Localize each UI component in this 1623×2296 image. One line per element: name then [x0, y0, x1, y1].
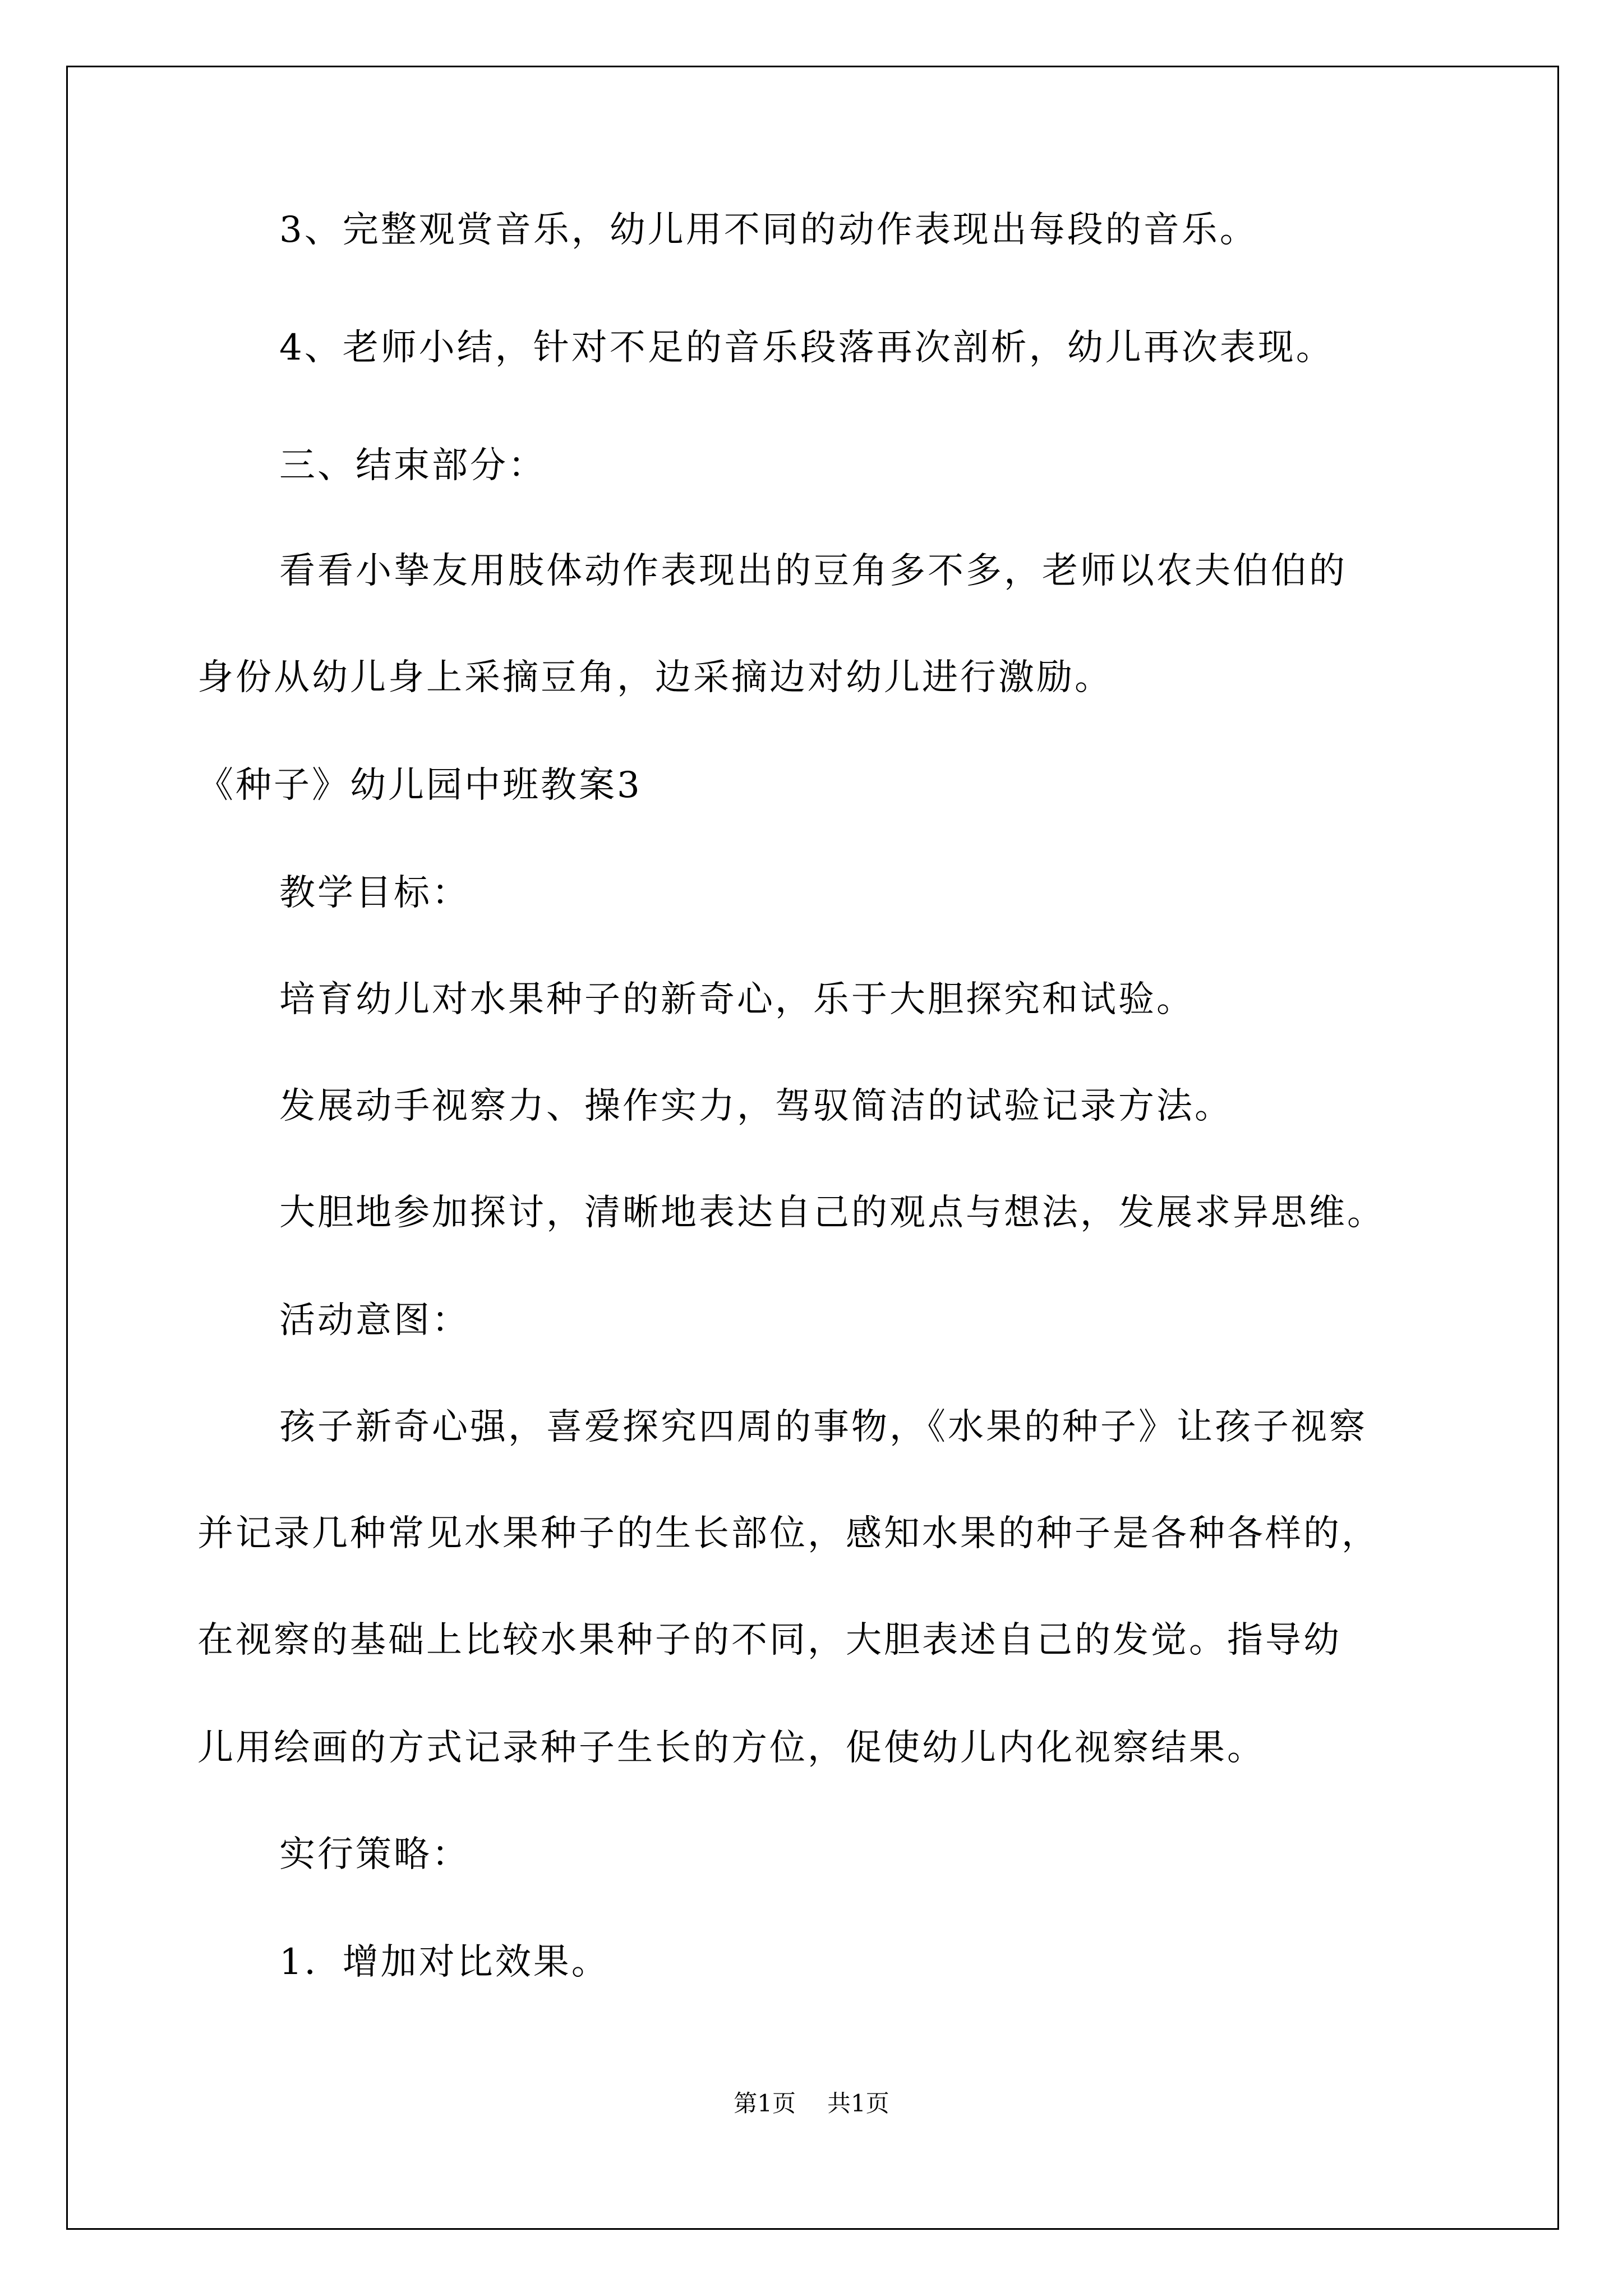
paragraph-line-3: 看看小挚友用肢体动作表现出的豆角多不多，老师以农夫伯伯的: [279, 550, 1347, 592]
page-number: 第1页: [734, 2090, 796, 2117]
strategy-item-1: 1．增加对比效果。: [279, 1941, 610, 1983]
heading-activity-intent: 活动意图：: [279, 1300, 470, 1341]
goal-line-1: 培育幼儿对水果种子的新奇心，乐于大胆探究和试验。: [279, 979, 1195, 1020]
intent-line-4: 儿用绘画的方式记录种子生长的方位，促使幼儿内化视察结果。: [197, 1727, 1265, 1769]
section-heading-ending: 三、结束部分：: [279, 445, 546, 486]
paragraph-line-2: 4、老师小结，针对不足的音乐段落再次剖析，幼儿再次表现。: [279, 327, 1334, 369]
intent-line-1: 孩子新奇心强，喜爱探究四周的事物，《水果的种子》让孩子视察: [279, 1406, 1367, 1448]
page-footer: [0, 2088, 1623, 2119]
goal-line-3: 大胆地参加探讨，清晰地表达自己的观点与想法，发展求异思维。: [279, 1192, 1385, 1234]
heading-teaching-goals: 教学目标：: [279, 872, 470, 914]
paragraph-line-1: 3、完整观赏音乐，幼儿用不同的动作表现出每段的音乐。: [279, 209, 1258, 251]
goal-line-2: 发展动手视察力、操作实力，驾驭简洁的试验记录方法。: [279, 1085, 1233, 1127]
heading-strategy: 实行策略：: [279, 1834, 470, 1875]
intent-line-2: 并记录几种常见水果种子的生长部位，感知水果的种子是各种各样的，: [197, 1513, 1380, 1554]
lesson-title: 《种子》幼儿园中班教案3: [197, 765, 642, 806]
page-total: 共1页: [827, 2090, 889, 2117]
paragraph-line-4: 身份从幼儿身上采摘豆角，边采摘边对幼儿进行激励。: [197, 657, 1113, 698]
page-border: [66, 66, 1559, 2230]
intent-line-3: 在视察的基础上比较水果种子的不同，大胆表述自己的发觉。指导幼: [197, 1619, 1341, 1661]
